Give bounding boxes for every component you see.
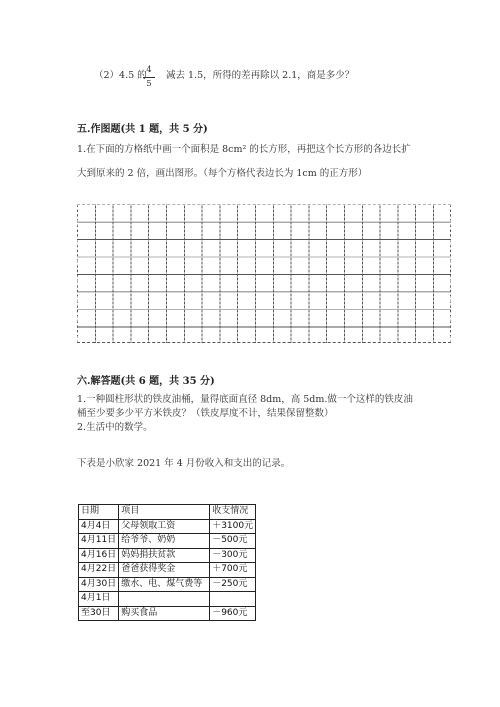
section6-q2-title: 2.生活中的数学。 <box>77 422 153 433</box>
row-item: 购买食品 <box>119 606 210 621</box>
row-item: 父母领取工资 <box>119 519 210 534</box>
square-grid <box>77 204 451 343</box>
row-amount: －960元 <box>210 606 256 621</box>
section6-q1-line2: 桶至少要多少平方米铁皮？（铁皮厚度不计，结果保留整数） <box>77 408 334 419</box>
table-row <box>79 592 256 607</box>
table-row <box>79 606 256 621</box>
fraction-numerator: 4 <box>146 65 152 75</box>
section6-intro: 下表是小欣家 2021 年 4 月份收入和支出的记录。 <box>77 458 291 469</box>
row-item: 妈妈捐扶贫款 <box>119 548 210 563</box>
row-amount: －500元 <box>210 534 256 549</box>
section5-line2: 大到原来的 2 倍，画出图形。（每个方格代表边长为 1cm 的正方形） <box>77 168 368 179</box>
table-row <box>79 534 256 549</box>
q2-prefix: （2）4.5 的 <box>94 70 147 81</box>
record-table <box>78 504 256 621</box>
section6-heading: 六.解答题(共 6 题，共 35 分) <box>77 376 215 387</box>
row-date: 4月16日 <box>79 548 119 563</box>
row-amount: －300元 <box>210 548 256 563</box>
table-row <box>79 563 256 578</box>
section6-q1-line1: 1.一种圆柱形状的铁皮油桶，量得底面直径 8dm，高 5dm.做一个这样的铁皮油 <box>77 394 413 405</box>
fraction-bar <box>143 77 155 78</box>
section5-line1: 1.在下面的方格纸中画一个面积是 8cm² 的长方形，再把这个长方形的各边长扩 <box>77 144 411 155</box>
fraction-denominator: 5 <box>146 78 152 89</box>
header-item: 项目 <box>119 505 210 520</box>
row-date: 4月1日 <box>79 592 119 607</box>
fraction <box>143 66 155 88</box>
row-item: 给爷爷、奶奶 <box>119 534 210 549</box>
table-row <box>79 548 256 563</box>
row-amount: ＋3100元 <box>210 519 256 534</box>
row-date: 至30日 <box>79 606 119 621</box>
row-date: 4月22日 <box>79 563 119 578</box>
header-date: 日期 <box>79 505 119 520</box>
table-header-row <box>79 505 256 520</box>
table-row <box>79 519 256 534</box>
row-date: 4月4日 <box>79 519 119 534</box>
row-item <box>119 592 210 607</box>
table-row <box>79 577 256 592</box>
section5-heading: 五.作图题(共 1 题，共 5 分) <box>77 124 208 135</box>
header-amount: 收支情况 <box>210 505 256 520</box>
row-amount: ＋700元 <box>210 563 256 578</box>
row-item: 爸爸获得奖金 <box>119 563 210 578</box>
row-date: 4月11日 <box>79 534 119 549</box>
row-amount: －250元 <box>210 577 256 592</box>
row-amount <box>210 592 256 607</box>
row-date: 4月30日 <box>79 577 119 592</box>
row-item: 缴水、电、煤气费等 <box>119 577 210 592</box>
q2-suffix: 减去 1.5，所得的差再除以 2.1，商是多少？ <box>166 70 355 81</box>
